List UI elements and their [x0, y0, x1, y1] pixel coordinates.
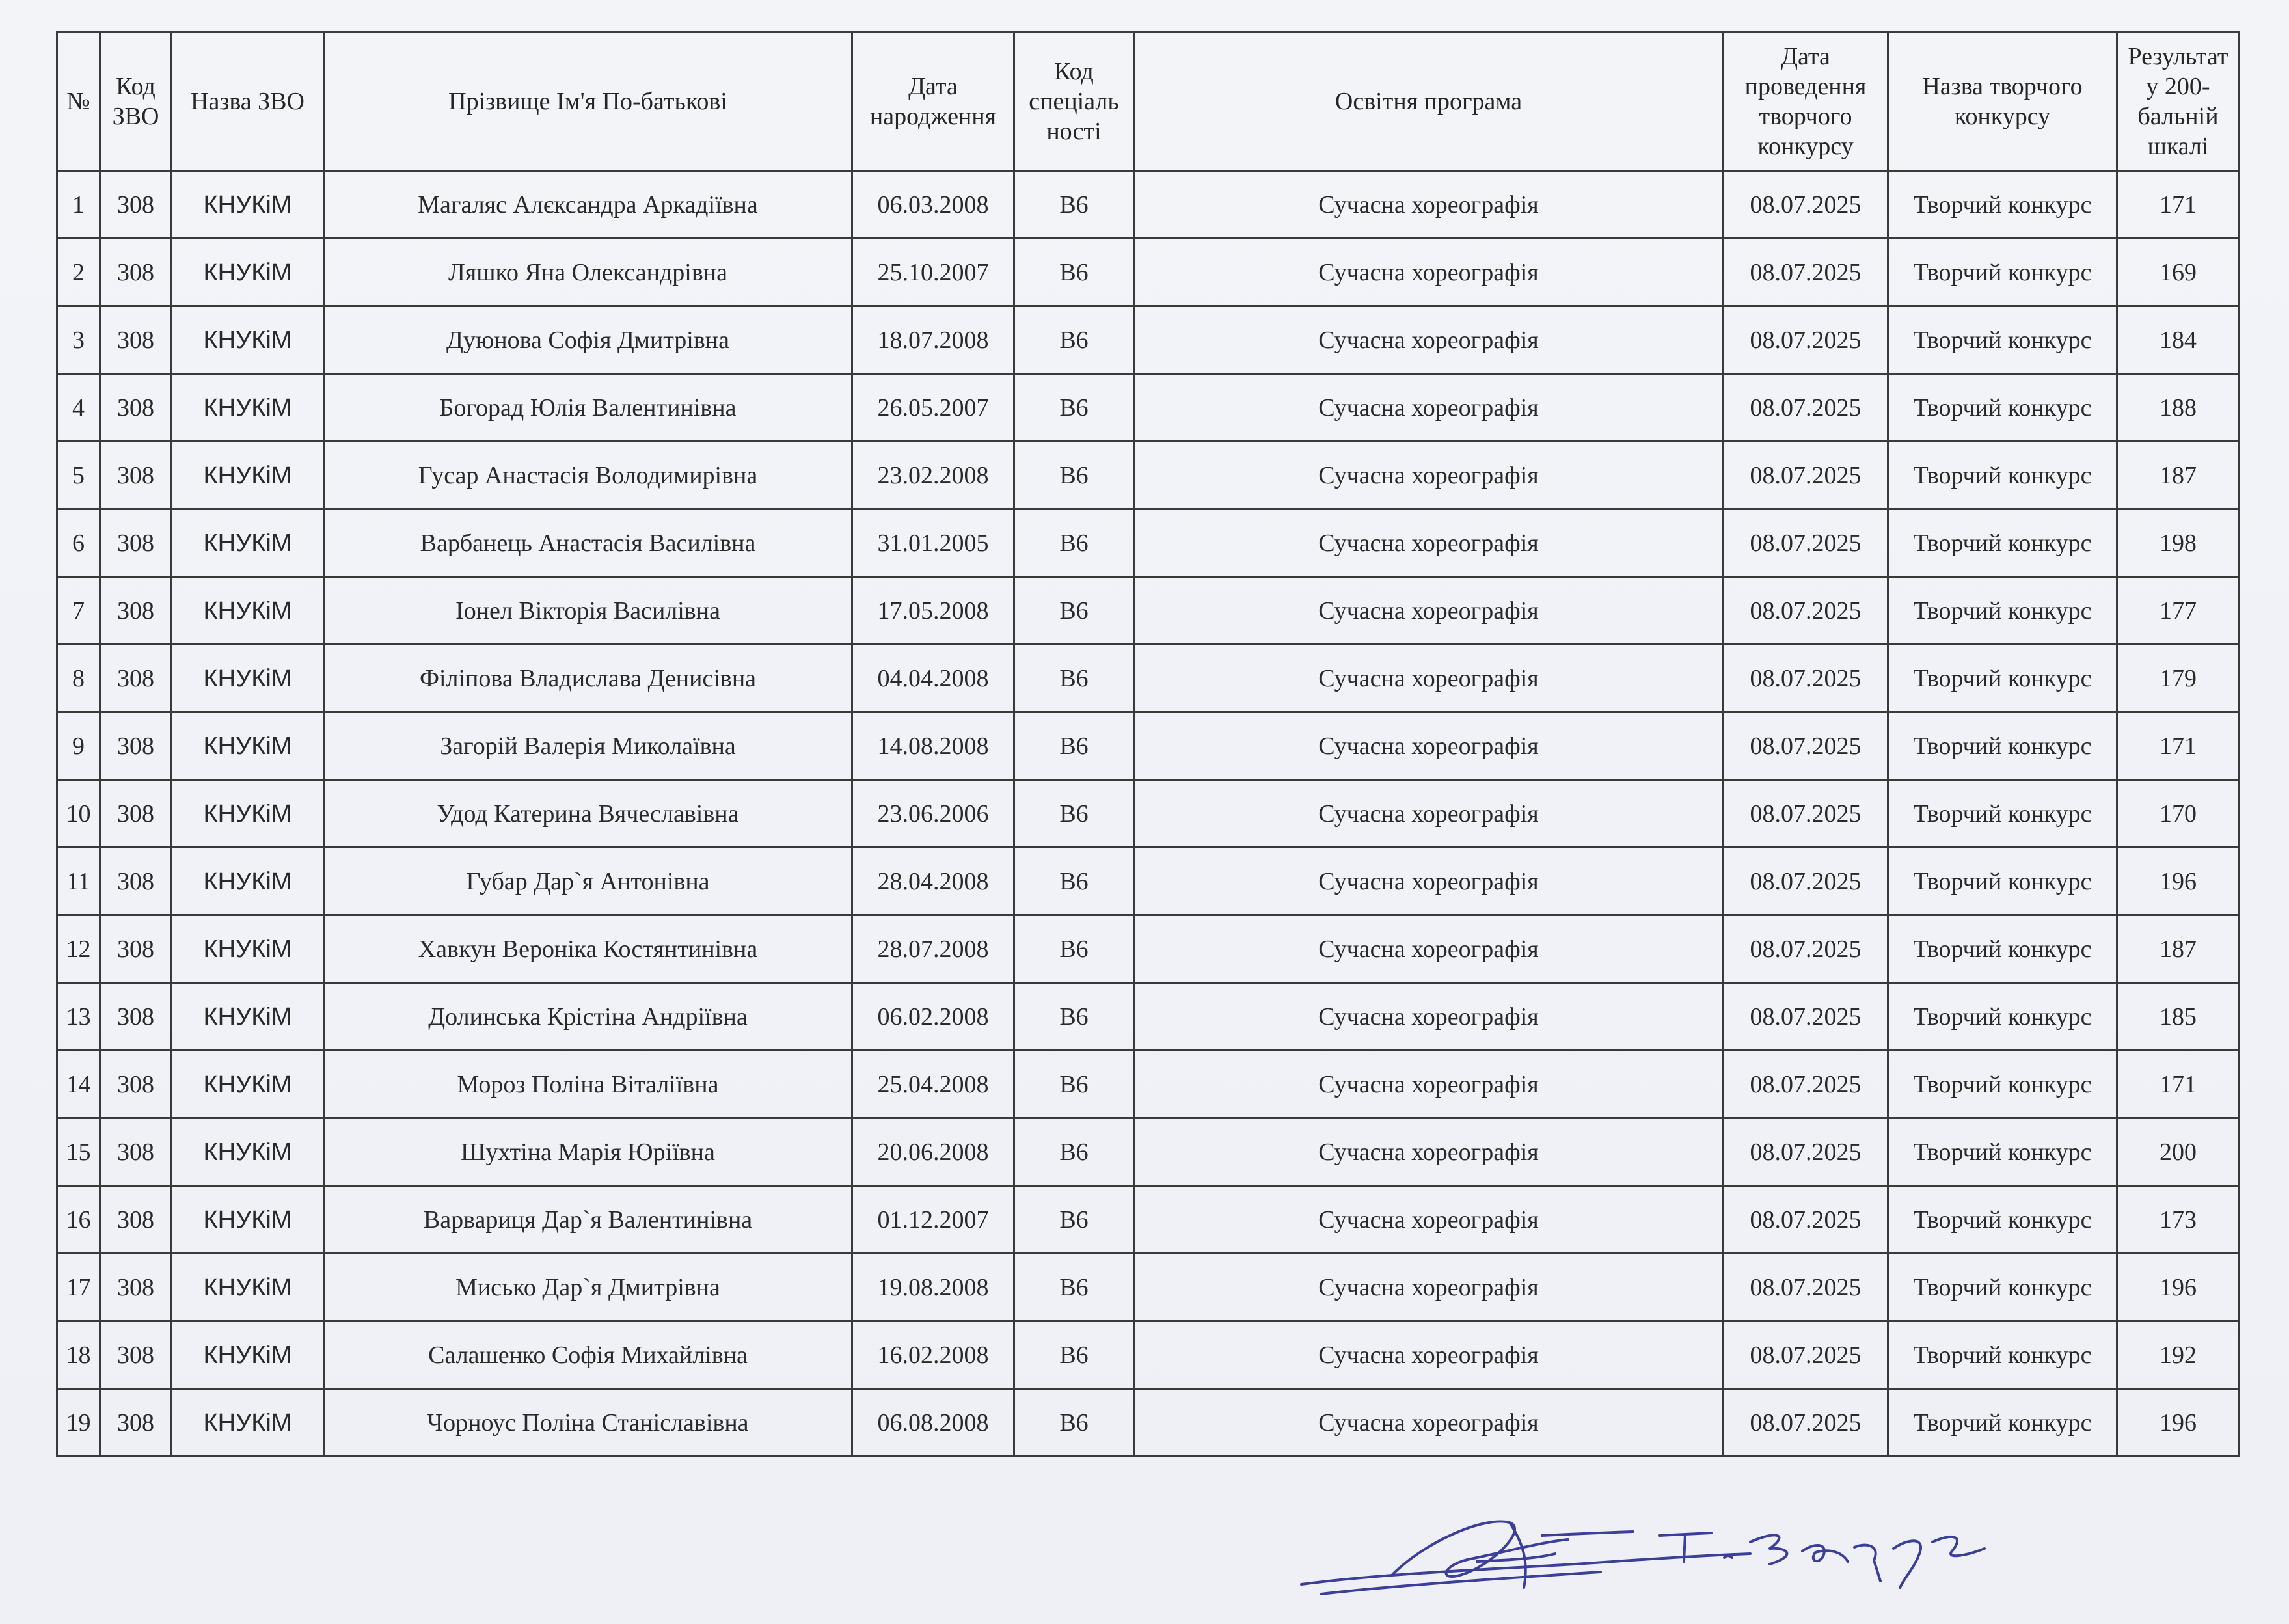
table-row [57, 848, 2240, 915]
cell-vuz-code: 308 [100, 1389, 172, 1457]
cell-birth-date: 04.04.2008 [852, 645, 1014, 712]
cell-contest-date: 08.07.2025 [1724, 306, 1888, 374]
table-row [57, 509, 2240, 577]
cell-vuz-code: 308 [100, 442, 172, 509]
cell-program: Сучасна хореографія [1134, 374, 1724, 442]
cell-full-name: Ляшко Яна Олександрівна [324, 239, 852, 306]
cell-vuz-code: 308 [100, 983, 172, 1051]
table-row [57, 171, 2240, 239]
cell-birth-date: 06.08.2008 [852, 1389, 1014, 1457]
cell-spec-code: В6 [1014, 1118, 1134, 1186]
cell-contest-name: Творчий конкурс [1888, 1321, 2117, 1389]
cell-result: 171 [2117, 171, 2240, 239]
cell-spec-code: В6 [1014, 374, 1134, 442]
cell-full-name: Долинська Крістіна Андріївна [324, 983, 852, 1051]
cell-contest-name: Творчий конкурс [1888, 1186, 2117, 1254]
cell-birth-date: 18.07.2008 [852, 306, 1014, 374]
header-contest-date: Дата проведення творчого конкурсу [1724, 33, 1888, 171]
table-row [57, 442, 2240, 509]
cell-contest-name: Творчий конкурс [1888, 1254, 2117, 1321]
cell-birth-date: 23.06.2006 [852, 780, 1014, 848]
cell-birth-date: 28.04.2008 [852, 848, 1014, 915]
cell-contest-date: 08.07.2025 [1724, 171, 1888, 239]
cell-vuz-name: КНУКіМ [172, 983, 324, 1051]
cell-spec-code: В6 [1014, 1389, 1134, 1457]
cell-vuz-name: КНУКіМ [172, 171, 324, 239]
cell-full-name: Варбанець Анастасія Василівна [324, 509, 852, 577]
table-row [57, 1118, 2240, 1186]
cell-program: Сучасна хореографія [1134, 645, 1724, 712]
cell-contest-date: 08.07.2025 [1724, 1186, 1888, 1254]
cell-full-name: Варвариця Дар`я Валентинівна [324, 1186, 852, 1254]
cell-result: 200 [2117, 1118, 2240, 1186]
table-row [57, 1051, 2240, 1118]
cell-contest-name: Творчий конкурс [1888, 1118, 2117, 1186]
table-row [57, 1254, 2240, 1321]
cell-program: Сучасна хореографія [1134, 171, 1724, 239]
cell-program: Сучасна хореографія [1134, 1051, 1724, 1118]
cell-vuz-name: КНУКіМ [172, 1118, 324, 1186]
cell-contest-date: 08.07.2025 [1724, 577, 1888, 645]
cell-birth-date: 23.02.2008 [852, 442, 1014, 509]
cell-num: 5 [57, 442, 100, 509]
cell-contest-date: 08.07.2025 [1724, 983, 1888, 1051]
cell-num: 18 [57, 1321, 100, 1389]
header-spec-code: Код спеціаль ності [1014, 33, 1134, 171]
cell-vuz-name: КНУКіМ [172, 915, 324, 983]
cell-full-name: Гусар Анастасія Володимирівна [324, 442, 852, 509]
cell-num: 7 [57, 577, 100, 645]
table-row [57, 577, 2240, 645]
cell-spec-code: В6 [1014, 306, 1134, 374]
cell-spec-code: В6 [1014, 915, 1134, 983]
cell-vuz-code: 308 [100, 239, 172, 306]
cell-result: 198 [2117, 509, 2240, 577]
cell-vuz-name: КНУКіМ [172, 1051, 324, 1118]
cell-vuz-code: 308 [100, 374, 172, 442]
cell-program: Сучасна хореографія [1134, 509, 1724, 577]
cell-birth-date: 17.05.2008 [852, 577, 1014, 645]
table-row [57, 239, 2240, 306]
cell-birth-date: 28.07.2008 [852, 915, 1014, 983]
cell-program: Сучасна хореографія [1134, 983, 1724, 1051]
cell-vuz-name: КНУКіМ [172, 577, 324, 645]
cell-result: 184 [2117, 306, 2240, 374]
cell-result: 187 [2117, 442, 2240, 509]
cell-spec-code: В6 [1014, 577, 1134, 645]
cell-vuz-code: 308 [100, 1051, 172, 1118]
cell-spec-code: В6 [1014, 442, 1134, 509]
header-vuz-name: Назва ЗВО [172, 33, 324, 171]
cell-full-name: Удод Катерина Вячеславівна [324, 780, 852, 848]
cell-spec-code: В6 [1014, 1186, 1134, 1254]
cell-result: 171 [2117, 1051, 2240, 1118]
cell-result: 196 [2117, 1389, 2240, 1457]
cell-contest-date: 08.07.2025 [1724, 1321, 1888, 1389]
cell-program: Сучасна хореографія [1134, 1118, 1724, 1186]
cell-vuz-name: КНУКіМ [172, 374, 324, 442]
cell-vuz-code: 308 [100, 848, 172, 915]
cell-vuz-name: КНУКіМ [172, 1389, 324, 1457]
cell-vuz-name: КНУКіМ [172, 712, 324, 780]
cell-num: 9 [57, 712, 100, 780]
cell-contest-name: Творчий конкурс [1888, 1051, 2117, 1118]
cell-vuz-name: КНУКіМ [172, 509, 324, 577]
cell-vuz-code: 308 [100, 1254, 172, 1321]
cell-birth-date: 26.05.2007 [852, 374, 1014, 442]
table-row [57, 983, 2240, 1051]
cell-num: 19 [57, 1389, 100, 1457]
cell-program: Сучасна хореографія [1134, 848, 1724, 915]
cell-spec-code: В6 [1014, 1321, 1134, 1389]
cell-spec-code: В6 [1014, 509, 1134, 577]
cell-result: 169 [2117, 239, 2240, 306]
cell-program: Сучасна хореографія [1134, 1254, 1724, 1321]
cell-contest-date: 08.07.2025 [1724, 848, 1888, 915]
cell-result: 170 [2117, 780, 2240, 848]
cell-full-name: Філіпова Владислава Денисівна [324, 645, 852, 712]
table-row [57, 780, 2240, 848]
cell-contest-name: Творчий конкурс [1888, 374, 2117, 442]
results-table [56, 31, 2240, 1457]
header-num: № [57, 33, 100, 171]
cell-num: 12 [57, 915, 100, 983]
cell-num: 14 [57, 1051, 100, 1118]
cell-result: 179 [2117, 645, 2240, 712]
cell-contest-name: Творчий конкурс [1888, 442, 2117, 509]
cell-vuz-code: 308 [100, 645, 172, 712]
cell-vuz-name: КНУКіМ [172, 306, 324, 374]
cell-spec-code: В6 [1014, 983, 1134, 1051]
cell-full-name: Дуюнова Софія Дмитрівна [324, 306, 852, 374]
cell-birth-date: 20.06.2008 [852, 1118, 1014, 1186]
cell-spec-code: В6 [1014, 171, 1134, 239]
cell-birth-date: 06.02.2008 [852, 983, 1014, 1051]
cell-full-name: Чорноус Поліна Станіславівна [324, 1389, 852, 1457]
cell-spec-code: В6 [1014, 1254, 1134, 1321]
table-header-row [57, 33, 2240, 171]
header-vuz-code: Код ЗВО [100, 33, 172, 171]
cell-full-name: Загорій Валерія Миколаївна [324, 712, 852, 780]
cell-full-name: Хавкун Вероніка Костянтинівна [324, 915, 852, 983]
cell-vuz-code: 308 [100, 1321, 172, 1389]
cell-contest-date: 08.07.2025 [1724, 645, 1888, 712]
cell-result: 192 [2117, 1321, 2240, 1389]
cell-contest-name: Творчий конкурс [1888, 712, 2117, 780]
cell-spec-code: В6 [1014, 848, 1134, 915]
cell-result: 187 [2117, 915, 2240, 983]
cell-vuz-code: 308 [100, 712, 172, 780]
cell-contest-date: 08.07.2025 [1724, 509, 1888, 577]
cell-program: Сучасна хореографія [1134, 1389, 1724, 1457]
cell-num: 15 [57, 1118, 100, 1186]
cell-contest-date: 08.07.2025 [1724, 1118, 1888, 1186]
cell-program: Сучасна хореографія [1134, 1186, 1724, 1254]
cell-full-name: Богорад Юлія Валентинівна [324, 374, 852, 442]
cell-contest-name: Творчий конкурс [1888, 645, 2117, 712]
cell-contest-name: Творчий конкурс [1888, 780, 2117, 848]
cell-contest-name: Творчий конкурс [1888, 306, 2117, 374]
cell-full-name: Мороз Поліна Віталіївна [324, 1051, 852, 1118]
cell-spec-code: В6 [1014, 239, 1134, 306]
cell-contest-date: 08.07.2025 [1724, 1389, 1888, 1457]
cell-program: Сучасна хореографія [1134, 780, 1724, 848]
cell-birth-date: 25.04.2008 [852, 1051, 1014, 1118]
cell-full-name: Іонел Вікторія Василівна [324, 577, 852, 645]
cell-vuz-code: 308 [100, 171, 172, 239]
cell-result: 171 [2117, 712, 2240, 780]
cell-program: Сучасна хореографія [1134, 577, 1724, 645]
signature-image [1295, 1496, 2063, 1601]
cell-num: 6 [57, 509, 100, 577]
cell-num: 13 [57, 983, 100, 1051]
cell-birth-date: 31.01.2005 [852, 509, 1014, 577]
cell-result: 173 [2117, 1186, 2240, 1254]
cell-vuz-code: 308 [100, 509, 172, 577]
table-row [57, 1321, 2240, 1389]
cell-contest-date: 08.07.2025 [1724, 780, 1888, 848]
table-row [57, 915, 2240, 983]
cell-spec-code: В6 [1014, 1051, 1134, 1118]
cell-birth-date: 06.03.2008 [852, 171, 1014, 239]
cell-vuz-name: КНУКіМ [172, 848, 324, 915]
cell-spec-code: В6 [1014, 780, 1134, 848]
cell-contest-name: Творчий конкурс [1888, 983, 2117, 1051]
cell-contest-name: Творчий конкурс [1888, 171, 2117, 239]
cell-num: 3 [57, 306, 100, 374]
cell-birth-date: 25.10.2007 [852, 239, 1014, 306]
cell-contest-date: 08.07.2025 [1724, 915, 1888, 983]
header-program: Освітня програма [1134, 33, 1724, 171]
cell-num: 4 [57, 374, 100, 442]
cell-num: 1 [57, 171, 100, 239]
cell-spec-code: В6 [1014, 645, 1134, 712]
cell-program: Сучасна хореографія [1134, 306, 1724, 374]
cell-result: 177 [2117, 577, 2240, 645]
cell-num: 11 [57, 848, 100, 915]
cell-vuz-name: КНУКіМ [172, 1254, 324, 1321]
cell-birth-date: 16.02.2008 [852, 1321, 1014, 1389]
cell-result: 196 [2117, 1254, 2240, 1321]
cell-result: 185 [2117, 983, 2240, 1051]
cell-vuz-name: КНУКіМ [172, 1186, 324, 1254]
cell-program: Сучасна хореографія [1134, 442, 1724, 509]
cell-birth-date: 19.08.2008 [852, 1254, 1014, 1321]
cell-contest-name: Творчий конкурс [1888, 915, 2117, 983]
header-contest-name: Назва творчого конкурсу [1888, 33, 2117, 171]
cell-full-name: Салашенко Софія Михайлівна [324, 1321, 852, 1389]
cell-program: Сучасна хореографія [1134, 239, 1724, 306]
cell-contest-date: 08.07.2025 [1724, 712, 1888, 780]
cell-full-name: Губар Дар`я Антонівна [324, 848, 852, 915]
cell-vuz-code: 308 [100, 306, 172, 374]
cell-result: 188 [2117, 374, 2240, 442]
cell-birth-date: 14.08.2008 [852, 712, 1014, 780]
cell-contest-date: 08.07.2025 [1724, 374, 1888, 442]
cell-program: Сучасна хореографія [1134, 915, 1724, 983]
cell-vuz-code: 308 [100, 780, 172, 848]
cell-vuz-name: КНУКіМ [172, 239, 324, 306]
cell-spec-code: В6 [1014, 712, 1134, 780]
cell-contest-date: 08.07.2025 [1724, 1051, 1888, 1118]
cell-contest-date: 08.07.2025 [1724, 442, 1888, 509]
cell-program: Сучасна хореографія [1134, 1321, 1724, 1389]
cell-num: 2 [57, 239, 100, 306]
cell-vuz-code: 308 [100, 1186, 172, 1254]
table-row [57, 712, 2240, 780]
cell-vuz-code: 308 [100, 1118, 172, 1186]
table-row [57, 374, 2240, 442]
table-row [57, 306, 2240, 374]
table-row [57, 1389, 2240, 1457]
cell-num: 8 [57, 645, 100, 712]
cell-full-name: Магаляс Алєксандра Аркадіївна [324, 171, 852, 239]
cell-contest-date: 08.07.2025 [1724, 239, 1888, 306]
cell-program: Сучасна хореографія [1134, 712, 1724, 780]
header-result: Результат у 200-бальній шкалі [2117, 33, 2240, 171]
table-row [57, 645, 2240, 712]
header-full-name: Прізвище Ім'я По-батькові [324, 33, 852, 171]
cell-contest-name: Творчий конкурс [1888, 577, 2117, 645]
table-row [57, 1186, 2240, 1254]
cell-contest-name: Творчий конкурс [1888, 848, 2117, 915]
cell-contest-name: Творчий конкурс [1888, 509, 2117, 577]
cell-num: 16 [57, 1186, 100, 1254]
cell-vuz-name: КНУКіМ [172, 442, 324, 509]
cell-contest-name: Творчий конкурс [1888, 239, 2117, 306]
cell-vuz-code: 308 [100, 577, 172, 645]
header-birth-date: Дата народження [852, 33, 1014, 171]
cell-result: 196 [2117, 848, 2240, 915]
cell-vuz-name: КНУКіМ [172, 1321, 324, 1389]
cell-full-name: Мисько Дар`я Дмитрівна [324, 1254, 852, 1321]
cell-vuz-name: КНУКіМ [172, 780, 324, 848]
cell-num: 17 [57, 1254, 100, 1321]
cell-contest-name: Творчий конкурс [1888, 1389, 2117, 1457]
cell-vuz-name: КНУКіМ [172, 645, 324, 712]
table-body [57, 171, 2240, 1457]
cell-contest-date: 08.07.2025 [1724, 1254, 1888, 1321]
cell-num: 10 [57, 780, 100, 848]
cell-full-name: Шухтіна Марія Юріївна [324, 1118, 852, 1186]
cell-birth-date: 01.12.2007 [852, 1186, 1014, 1254]
cell-vuz-code: 308 [100, 915, 172, 983]
